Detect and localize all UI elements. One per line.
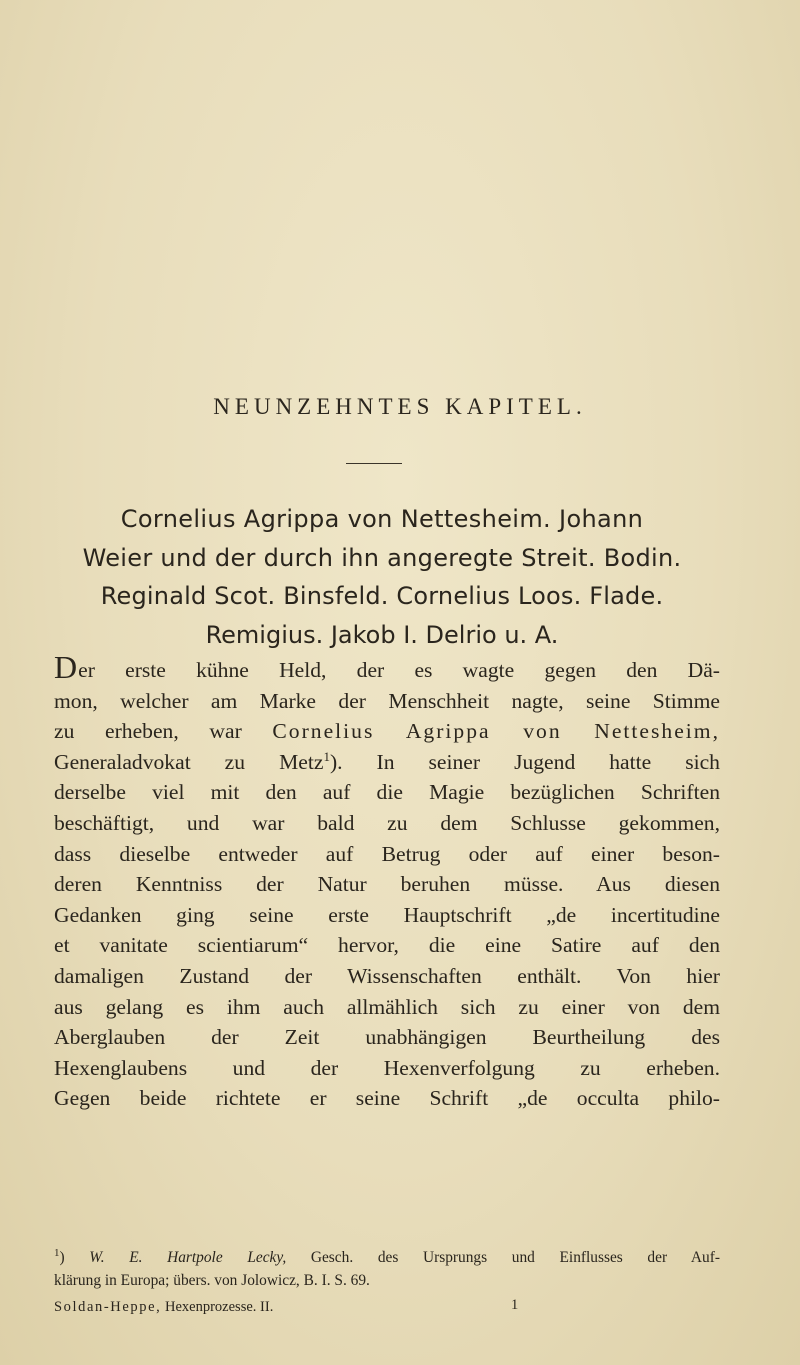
printer-signature bbox=[54, 1299, 273, 1316]
body-line-text: er erste kühne Held, der es wagte gegen den Dä- bbox=[78, 658, 720, 682]
body-line-text: zu erheben, war bbox=[54, 719, 242, 744]
body-line bbox=[54, 716, 720, 747]
body-line-text: Generaladvokat zu Metz bbox=[54, 749, 324, 774]
body-line bbox=[54, 649, 720, 686]
body-line: Aberglauben der Zeit unabhängigen Beurtheilung des bbox=[54, 1025, 720, 1050]
body-line: damaligen Zustand der Wissenschaften enthält. Von hier bbox=[54, 963, 720, 988]
footnote-line: $^1$) W. E. Hartpole Lecky, Gesch. des Ursprungs und Einflusses der Auf- bbox=[54, 1247, 720, 1266]
summary-line: Weier und der durch ihn angeregte Streit. Bodin. bbox=[82, 543, 682, 572]
footnote-marker: 1 bbox=[54, 1247, 60, 1259]
body-line: Gedanken ging seine erste Hauptschrift „de incertitudine bbox=[54, 902, 720, 927]
body-line: Hexenglaubens und der Hexenverfolgung zu erheben. bbox=[54, 1055, 720, 1080]
signature-title: Hexenprozesse. II. bbox=[165, 1299, 274, 1315]
footnote-author: W. E. Hartpole Lecky, bbox=[89, 1249, 287, 1266]
body-line: dass dieselbe entweder auf Betrug oder auf einer beson- bbox=[54, 841, 720, 866]
body-line: beschäftigt, und war bald zu dem Schlusse gekommen, bbox=[54, 810, 720, 835]
body-line: et vanitate scientiarum“ hervor, die eine Satire auf den bbox=[54, 933, 720, 958]
footnote-line: klärung in Europa; übers. von Jolowicz, B. I. S. 69. bbox=[54, 1271, 370, 1289]
body-line-text: ). In seiner Jugend hatte sich bbox=[329, 749, 720, 774]
body-line: mon, welcher am Marke der Menschheit nagte, seine Stimme bbox=[54, 688, 720, 713]
chapter-summary bbox=[42, 500, 722, 654]
chapter-heading: NEUNZEHNTES KAPITEL. bbox=[213, 394, 587, 419]
summary-line: Remigius. Jakob I. Delrio u. A. bbox=[205, 620, 559, 649]
footnote bbox=[54, 1247, 720, 1292]
summary-line: Cornelius Agrippa von Nettesheim. Johann bbox=[120, 505, 644, 533]
spaced-name: Cornelius Agrippa von Nettesheim, bbox=[272, 719, 720, 744]
sheet-number: 1 bbox=[511, 1297, 519, 1313]
footnote-reference: 1 bbox=[323, 748, 330, 764]
body-paragraph bbox=[54, 649, 720, 1114]
body-line bbox=[54, 747, 720, 778]
drop-capital: D bbox=[54, 649, 78, 685]
body-line: deren Kenntniss der Natur beruhen müsse. Aus diesen bbox=[54, 872, 720, 897]
signature-author: Soldan-Heppe, bbox=[54, 1299, 162, 1315]
body-line: Gegen beide richtete er seine Schrift „de occulta philo- bbox=[54, 1086, 720, 1111]
summary-line: Reginald Scot. Binsfeld. Cornelius Loos. Flade. bbox=[100, 582, 664, 610]
heading-divider bbox=[346, 463, 402, 464]
body-line: derselbe viel mit den auf die Magie bezüglichen Schriften bbox=[54, 780, 720, 805]
footnote-text: Gesch. des Ursprungs und Einflusses der Auf- bbox=[310, 1249, 720, 1266]
body-line: aus gelang es ihm auch allmählich sich zu einer von dem bbox=[54, 994, 720, 1019]
